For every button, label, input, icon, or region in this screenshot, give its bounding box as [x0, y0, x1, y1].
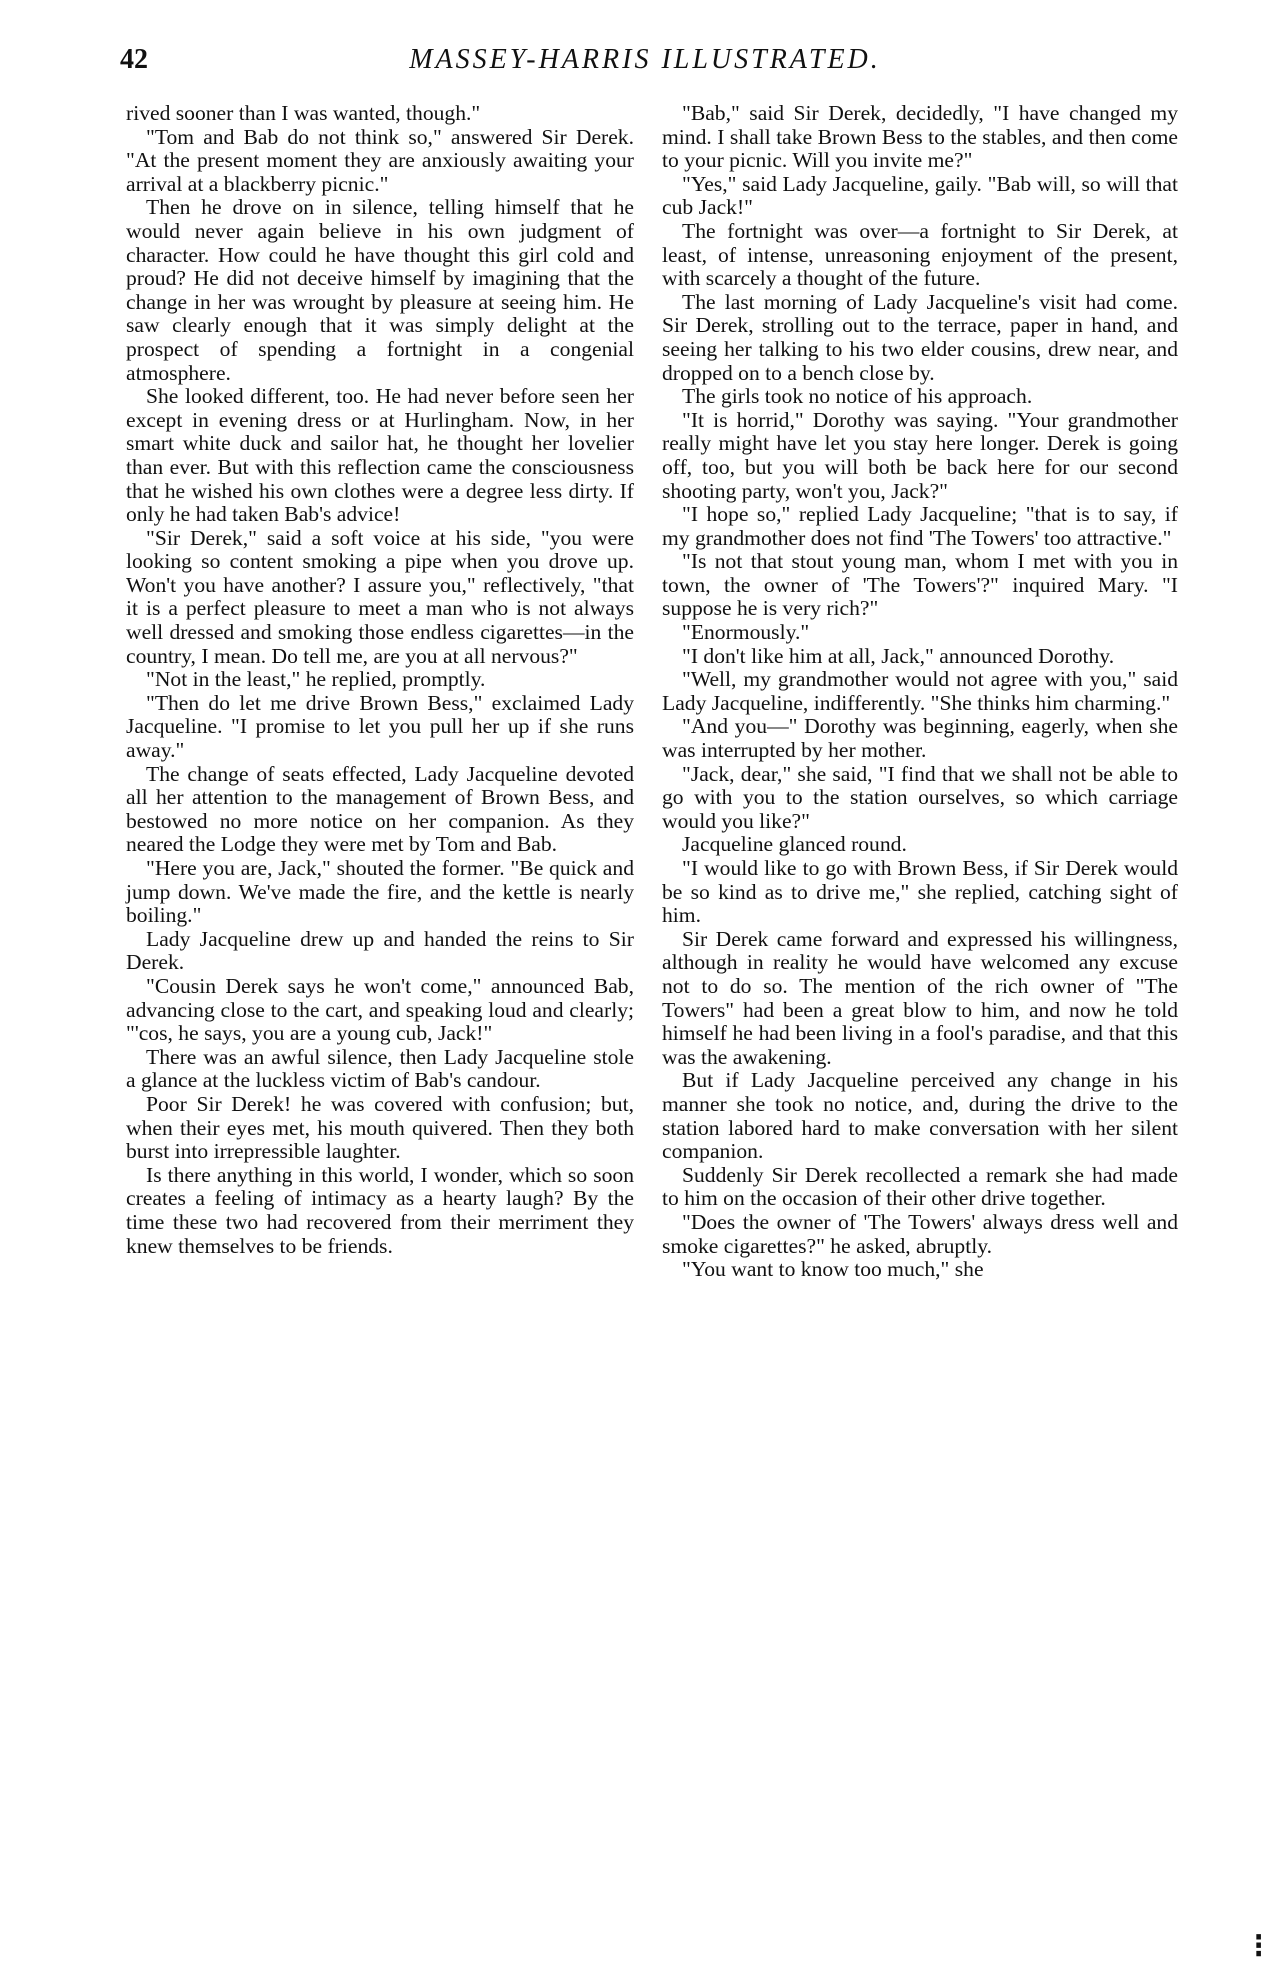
- paragraph: "Enormously.": [682, 620, 810, 645]
- paragraph: Poor Sir Derek! he was covered with confusion; but, when their eyes met, his mouth quivered. Then they both burst into irrepressible laughter.: [126, 1091, 634, 1164]
- paragraph: The last morning of Lady Jacqueline's visit had come. Sir Derek, strolling out to the terrace, paper in hand, and seeing her talking to his two elder cousins, drew near, and dropped on to a bench close by.: [662, 289, 1178, 385]
- paragraph: Then he drove on in silence, telling himself that he would never again believe in his own judgment of character. How could he have thought this girl cold and proud? He did not deceive himself by imagining that the change in her was wrought by pleasure at seeing him. He saw clearly enough that it was simply delight at the prospect of spending a fortnight in a congenial atmosphere.: [126, 195, 634, 385]
- paragraph: "Bab," said Sir Derek, decidedly, "I have changed my mind. I shall take Brown Bess to the stables, and then come to your picnic. Will you invite me?": [662, 101, 1178, 173]
- right-column: [662, 102, 1178, 1282]
- paragraph: The girls took no notice of his approach.: [682, 384, 1033, 409]
- paragraph: "Cousin Derek says he won't come," announced Bab, advancing close to the cart, and speaking loud and clearly; "'cos, he says, you are a young cub, Jack!": [126, 973, 634, 1046]
- paragraph: "Does the owner of 'The Towers' always dress well and smoke cigarettes?" he asked, abruptly.: [662, 1209, 1178, 1258]
- page-number: 42: [120, 44, 148, 75]
- paragraph: "Sir Derek," said a soft voice at his side, "you were looking so content smoking a pipe when you drove up. Won't you have another? I assure you," reflectively, "that it is a perfect pleasure to meet a man who is not always well dressed and smoking those endless cigarettes—in the country, I mean. Do tell me, are you at all nervous?": [126, 525, 634, 668]
- paragraph: "Then do let me drive Brown Bess," exclaimed Lady Jacqueline. "I promise to let you pull her up if she runs away.": [126, 690, 634, 763]
- paragraph: "Here you are, Jack," shouted the former. "Be quick and jump down. We've made the fire, and the kettle is nearly boiling.": [126, 856, 634, 928]
- page-header: [120, 44, 1170, 84]
- paragraph: "Jack, dear," she said, "I find that we shall not be able to go with you to the station ourselves, so which carriage would you like?": [662, 761, 1178, 833]
- paragraph: But if Lady Jacqueline perceived any change in his manner she took no notice, and, during the drive to the station labored hard to make conversation with her silent companion.: [662, 1068, 1178, 1164]
- left-column: [126, 102, 634, 1258]
- paragraph: The change of seats effected, Lady Jacqueline devoted all her attention to the management of Brown Bess, and bestowed no more notice on her companion. As they neared the Lodge they were met by Tom and Bab.: [126, 761, 634, 857]
- paragraph: Jacqueline glanced round.: [682, 832, 907, 857]
- paragraph: "And you—" Dorothy was beginning, eagerly, when she was interrupted by her mother.: [662, 714, 1178, 763]
- paragraph: Sir Derek came forward and expressed his willingness, although in reality he would have welcomed any excuse not to do so. The mention of the rich owner of "The Towers" had been a great blow to him, and now he told himself he had been living in a fool's paradise, and that this was the awakening.: [662, 926, 1178, 1069]
- paragraph: "Not in the least," he replied, promptly.: [146, 667, 486, 692]
- scan-artifact: ⁝: [1253, 1928, 1264, 1965]
- paragraph: There was an awful silence, then Lady Jacqueline stole a glance at the luckless victim of Bab's candour.: [126, 1044, 634, 1093]
- paragraph: "Is not that stout young man, whom I met with you in town, the owner of 'The Towers'?" inquired Mary. "I suppose he is very rich?": [662, 549, 1178, 621]
- running-head: MASSEY-HARRIS ILLUSTRATED.: [409, 44, 881, 75]
- paragraph: "Well, my grandmother would not agree with you," said Lady Jacqueline, indifferently. "She thinks him charming.": [662, 667, 1178, 715]
- paragraph: "It is horrid," Dorothy was saying. "Your grandmother really might have let you stay here longer. Derek is going off, too, but you will both be back here for our second shooting party, won't you, Jack?": [662, 407, 1178, 503]
- paragraph: She looked different, too. He had never before seen her except in evening dress or at Hurlingham. Now, in her smart white duck and sailor hat, he thought her lovelier than ever. But with this reflection came the consciousness that he wished his own clothes were a degree less dirty. If only he had taken Bab's advice!: [126, 384, 634, 527]
- paragraph: Lady Jacqueline drew up and handed the reins to Sir Derek.: [126, 926, 634, 975]
- paragraph: The fortnight was over—a fortnight to Sir Derek, at least, of intense, unreasoning enjoyment of the present, with scarcely a thought of the future.: [662, 218, 1178, 291]
- paragraph: "Yes," said Lady Jacqueline, gaily. "Bab will, so will that cub Jack!": [662, 171, 1178, 220]
- paragraph: rived sooner than I was wanted, though.": [126, 101, 481, 125]
- paragraph: "Tom and Bab do not think so," answered Sir Derek. "At the present moment they are anxiously awaiting your arrival at a blackberry picnic.": [126, 124, 634, 196]
- paragraph: "I don't like him at all, Jack," announced Dorothy.: [682, 643, 1115, 668]
- paragraph: Suddenly Sir Derek recollected a remark she had made to him on the occasion of their other drive together.: [662, 1162, 1178, 1211]
- paragraph: "I would like to go with Brown Bess, if Sir Derek would be so kind as to drive me," she replied, catching sight of him.: [662, 856, 1178, 928]
- paragraph: "I hope so," replied Lady Jacqueline; "that is to say, if my grandmother does not find 'The Towers' too attractive.": [662, 502, 1178, 550]
- paragraph: "You want to know too much," she: [682, 1257, 984, 1282]
- paragraph: Is there anything in this world, I wonder, which so soon creates a feeling of intimacy as a hearty laugh? By the time these two had recovered from their merriment they knew themselves to be friends.: [126, 1162, 634, 1258]
